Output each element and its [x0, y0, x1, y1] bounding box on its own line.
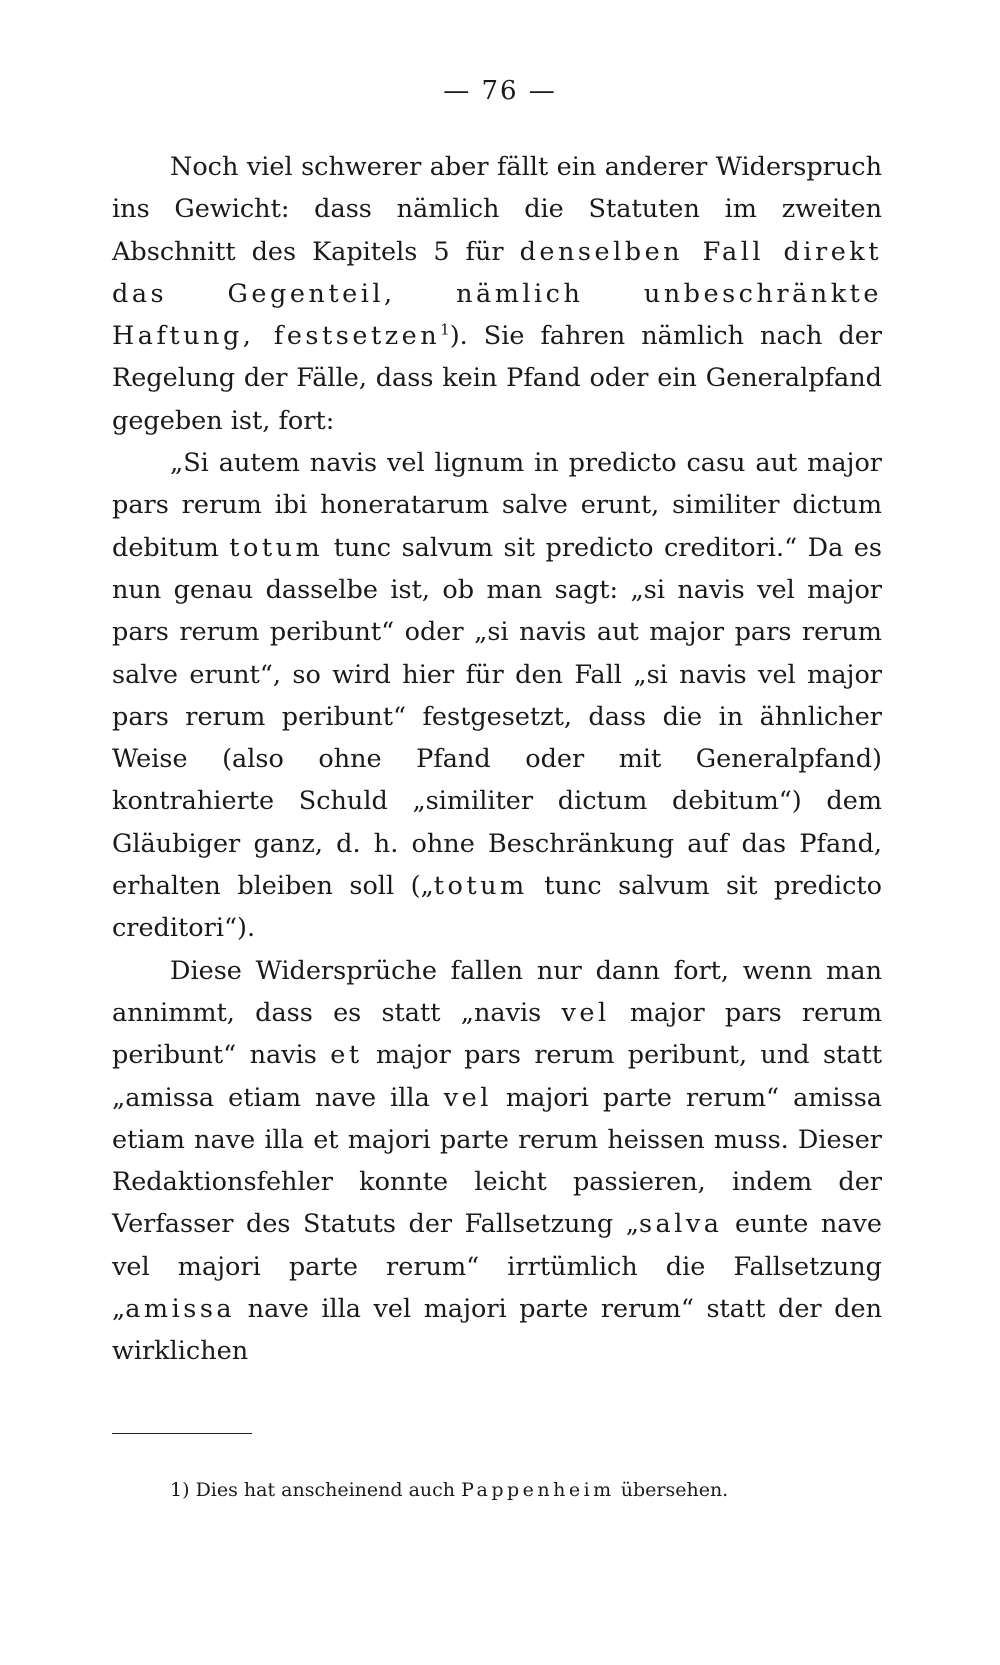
footnote-number: 1) [170, 1479, 190, 1501]
spaced-emphasis: denselben Fall direkt das Gegenteil, nämlich unbeschränkte Haftung, festsetzen [112, 236, 882, 352]
footnote-spaced-name: Pappenheim [461, 1479, 615, 1501]
spaced-emphasis: salva [638, 1209, 723, 1240]
footnote-separator [112, 1433, 252, 1434]
footnote: 1) Dies hat anscheinend auch Pappenheim übersehen. [170, 1479, 729, 1501]
spaced-emphasis: vel [561, 997, 610, 1028]
spaced-emphasis: vel [443, 1082, 492, 1113]
page-number: — 76 — [443, 76, 557, 106]
footnote-marker: 1 [440, 320, 450, 339]
spaced-emphasis: amissa [125, 1294, 236, 1325]
paragraph-3: Diese Widersprüche fallen nur dann fort, wenn man annimmt, dass es statt „navis vel major pars rerum peribunt“ navis et major pars rerum peribunt, und statt „amissa etiam nave illa vel majori parte rerum“ amissa etiam nave illa et majori parte rerum heissen muss. Dieser Redaktionsfehler konnte leicht passieren, indem der Verfasser des Statuts der Fallsetzung „salva eunte nave vel majori parte rerum“ irrtümlich die Fallsetzung „amissa nave illa vel majori parte rerum“ statt der den wirklichen [112, 955, 882, 1367]
paragraph-1: Noch viel schwerer aber fällt ein anderer Widerspruch ins Gewicht: dass nämlich die Statuten im zweiten Abschnitt des Kapitels 5 für denselben Fall direkt das Gegenteil, nämlich unbeschränkte Haftung, festsetzen$^1$). Sie fahren nämlich nach der Regelung der Fälle, dass kein Pfand oder ein Generalpfand gegeben ist, fort: [112, 152, 882, 436]
paragraph-2: „Si autem navis vel lignum in predicto casu aut major pars rerum ibi honeratarum salve erunt, similiter dictum debitum totum tunc salvum sit predicto creditori.“ Da es nun genau dasselbe ist, ob man sagt: „si navis vel major pars rerum peribunt“ oder „si navis aut major pars rerum salve erunt“, so wird hier für den Fall „si navis vel major pars rerum peribunt“ festgesetzt, dass die in ähnlicher Weise (also ohne Pfand oder mit Generalpfand) kontrahierte Schuld „similiter dictum debitum“) dem Gläubiger ganz, d. h. ohne Beschränkung auf das Pfand, erhalten bleiben soll („totum tunc salvum sit predicto creditori“). [112, 448, 882, 944]
spaced-emphasis: totum [229, 532, 324, 563]
spaced-emphasis: totum [433, 871, 528, 902]
main-text [112, 146, 882, 1373]
spaced-emphasis: et [330, 1040, 363, 1071]
